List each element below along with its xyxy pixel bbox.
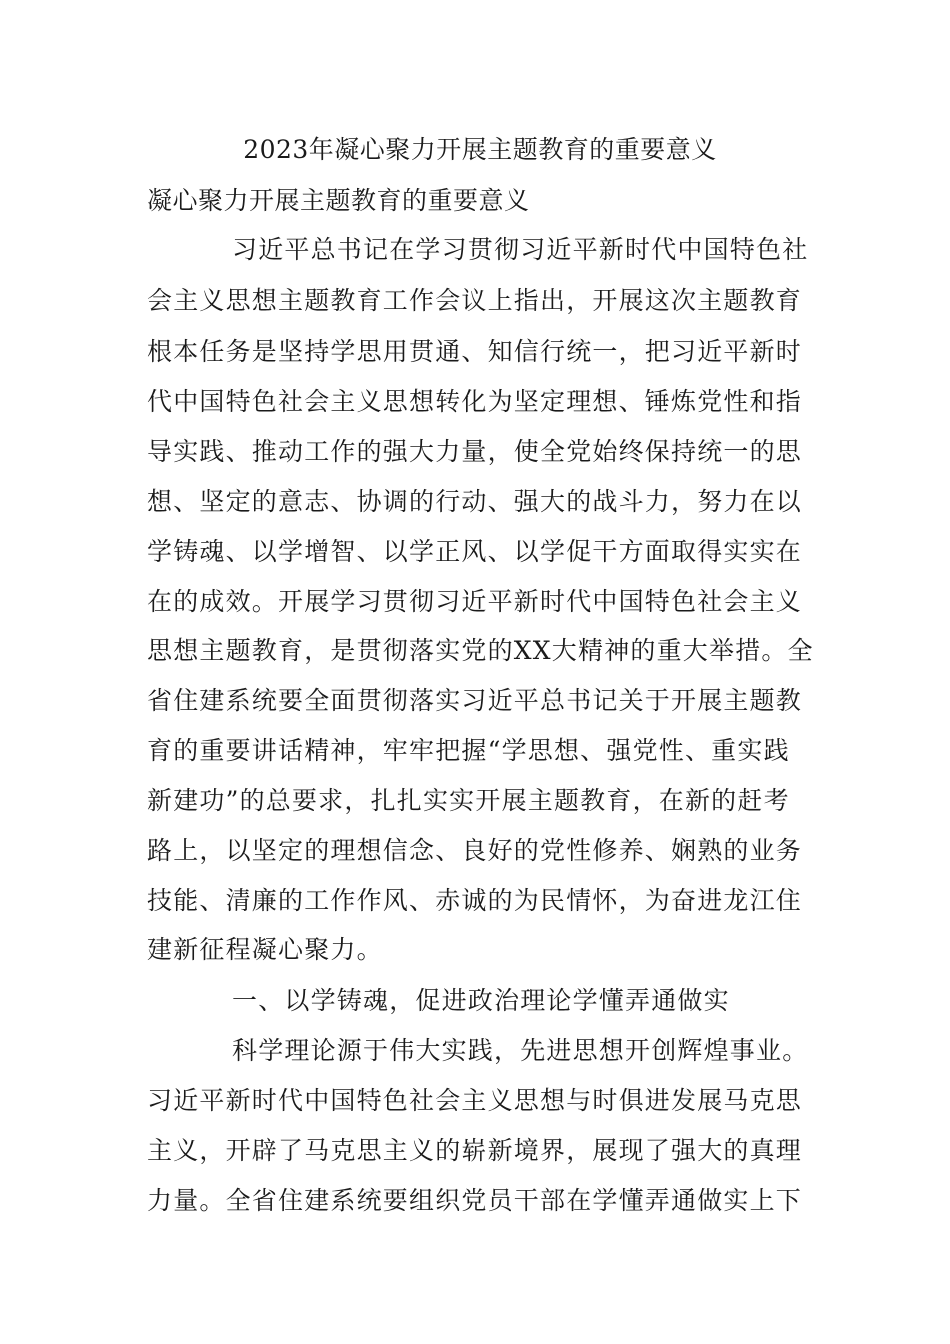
paragraph-line: 思想主题教育，是贯彻落实党的XX大精神的重大举措。全 — [147, 636, 814, 665]
paragraph-line: 想、坚定的意志、协调的行动、强大的战斗力，努力在以 — [147, 487, 803, 516]
document-subtitle: 凝心聚力开展主题教育的重要意义 — [147, 186, 530, 215]
paragraph-line: 会主义思想主题教育工作会议上指出，开展这次主题教育 — [147, 286, 803, 315]
paragraph-line: 主义，开辟了马克思主义的崭新境界，展现了强大的真理 — [147, 1136, 803, 1165]
paragraph-line: 路上，以坚定的理想信念、良好的党性修养、娴熟的业务 — [147, 836, 803, 865]
paragraph-line: 新建功”的总要求，扎扎实实开展主题教育，在新的赶考 — [147, 786, 790, 815]
paragraph-line: 习近平新时代中国特色社会主义思想与时俱进发展马克思 — [147, 1086, 803, 1115]
paragraph-line: 导实践、推动工作的强大力量，使全党始终保持统一的思 — [147, 437, 803, 466]
paragraph-line: 建新征程凝心聚力。 — [147, 935, 383, 964]
paragraph-line: 科学理论源于伟大实践，先进思想开创辉煌事业。 — [232, 1036, 809, 1065]
paragraph-line: 力量。全省住建系统要组织党员干部在学懂弄通做实上下 — [147, 1186, 803, 1215]
paragraph-line: 习近平总书记在学习贯彻习近平新时代中国特色社 — [232, 235, 809, 264]
paragraph-line: 在的成效。开展学习贯彻习近平新时代中国特色社会主义 — [147, 587, 803, 616]
paragraph-line: 代中国特色社会主义思想转化为坚定理想、锤炼党性和指 — [147, 387, 803, 416]
paragraph-line: 育的重要讲话精神，牢牢把握“学思想、强党性、重实践 — [147, 736, 790, 765]
paragraph-line: 技能、清廉的工作作风、赤诚的为民情怀，为奋进龙江住 — [147, 886, 803, 915]
paragraph-line: 根本任务是坚持学思用贯通、知信行统一，把习近平新时 — [147, 337, 803, 366]
paragraph-line: 学铸魂、以学增智、以学正风、以学促干方面取得实实在 — [147, 537, 803, 566]
section-heading-1: 一、以学铸魂，促进政治理论学懂弄通做实 — [232, 986, 730, 1015]
paragraph-line: 省住建系统要全面贯彻落实习近平总书记关于开展主题教 — [147, 686, 803, 715]
document-title: 2023年凝心聚力开展主题教育的重要意义 — [243, 135, 717, 164]
